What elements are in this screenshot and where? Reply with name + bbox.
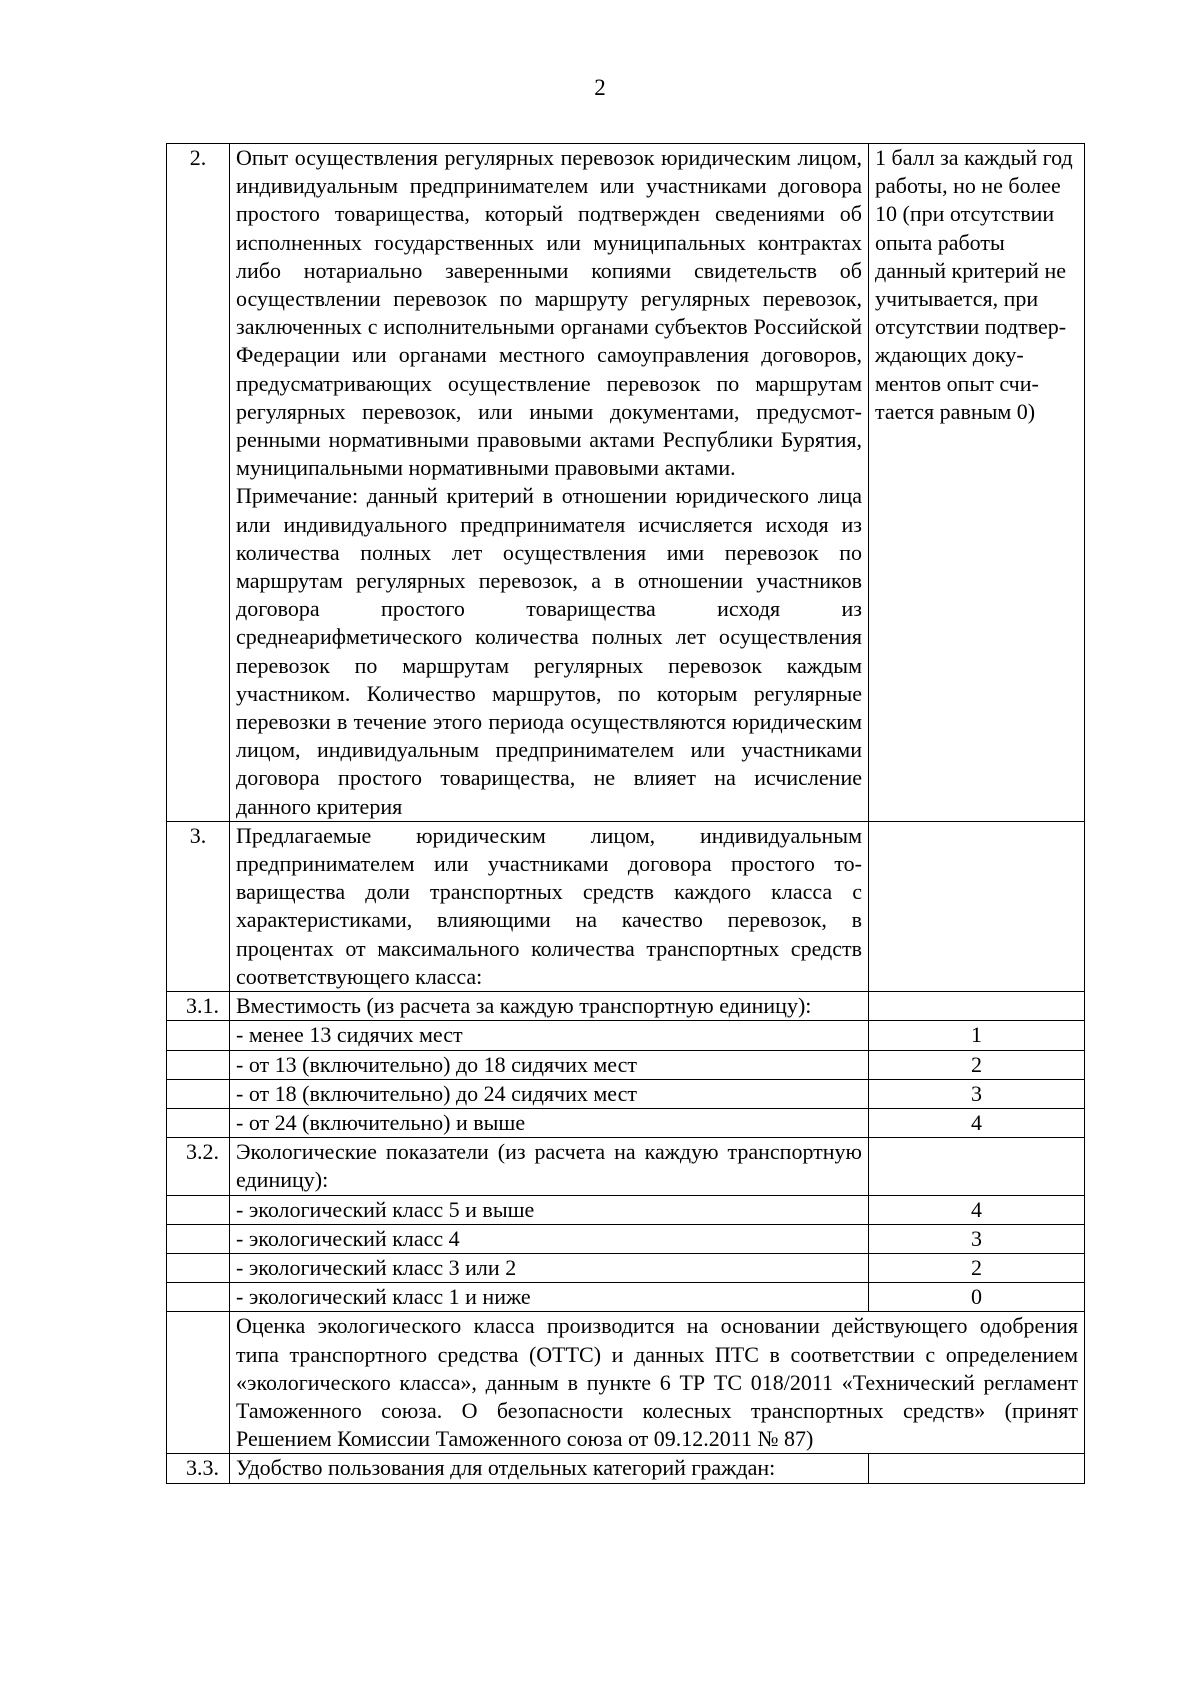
table-row [167, 1224, 1085, 1253]
option-label: - экологический класс 1 и ниже [230, 1283, 869, 1312]
option-label: - менее 13 сидячих мест [230, 1021, 869, 1050]
option-value: 4 [869, 1195, 1085, 1224]
row-number: 3. [167, 821, 230, 991]
empty-cell [167, 1283, 230, 1312]
table-row [167, 1050, 1085, 1079]
table-row [167, 821, 1085, 991]
option-value: 1 [869, 1021, 1085, 1050]
table-row [167, 1283, 1085, 1312]
option-value: 4 [869, 1108, 1085, 1137]
criterion-points [869, 1138, 1085, 1195]
criterion-points [869, 821, 1085, 991]
empty-cell [167, 1253, 230, 1282]
empty-cell [167, 1195, 230, 1224]
row-number: 3.3. [167, 1454, 230, 1483]
eco-class-note: Оценка экологического класса производится на основании действующего одобрения типа транспортного средства (ОТТС) и данных ПТС в соответствии с определением «экологического класса», данным в пункте 6 ТР ТС 018/2011 «Технический регламент Таможенного союза. О безопасности колесных транспортных средств» (принят Решением Комиссии Таможенного союза от 09.12.2011 № 87) [230, 1312, 1085, 1454]
option-value: 2 [869, 1050, 1085, 1079]
criterion-note: Примечание: данный критерий в отношении юридического лица или индивидуального предпринимателя исчисляется исходя из количества полных лет осуществления ими перевозок по маршрутам регулярных перевозок, а в отношении участников договора простого товарищества исходя из среднеарифметического количества полных лет осуществления перевозок по маршрутам регулярных перевозок каждым участником. Количество маршрутов, по которым регулярные перевозки в течение этого периода осуществляются юридическим лицом, индивидуальным предпринимателем или участниками договора простого товарищества, не влияет на исчисление данного критерия [236, 483, 862, 819]
empty-cell [167, 1108, 230, 1137]
criterion-points: 1 балл за каждый год работы, но не более 10 (при отсутствии опыта работы данный критерий не учитывается, при отсутствии подтверждающих документов опыт считается равным 0) [869, 144, 1085, 822]
empty-cell [167, 1021, 230, 1050]
criterion-points [869, 992, 1085, 1021]
option-label: - от 13 (включительно) до 18 сидячих мест [230, 1050, 869, 1079]
criterion-description: Опыт осуществления регулярных перевозок юридическим лицом, индивидуальным предпринимателем или участниками договора простого товарищества, который подтвержден сведениями об исполненных государственных или муниципальных контрактах либо нотариально заверенными копиями свидетельств об осуществлении перевозок по маршруту регулярных перевозок, заключенных с исполнительными органами субъектов Российской Федерации или органами местного самоуправления договоров, предусматривающих осуществление перевозок по маршрутам регулярных перевозок, или иными документами, предусмотренными нормативными правовыми актами Республики Бурятия, муниципальными нормативными правовыми актами. [236, 145, 862, 481]
criterion-text: Вместимость (из расчета за каждую транспортную единицу): [230, 992, 869, 1021]
page-number: 2 [594, 75, 606, 100]
table-row [167, 1253, 1085, 1282]
row-number: 2. [167, 144, 230, 822]
table-row [167, 992, 1085, 1021]
criterion-text [230, 144, 869, 822]
option-value: 3 [869, 1224, 1085, 1253]
criteria-table [166, 143, 1085, 1484]
criterion-points [869, 1454, 1085, 1483]
criterion-text: Предлагаемые юридическим лицом, индивидуальным предпринимателем или участниками договора простого товарищества доли транспортных средств каждого класса с характеристиками, влияющими на качество перевозок, в процентах от максимального количества транспортных средств соответствующего класса: [230, 821, 869, 991]
table-row [167, 1195, 1085, 1224]
table-row [167, 144, 1085, 822]
table-row [167, 1138, 1085, 1195]
empty-cell [167, 1050, 230, 1079]
table-row [167, 1079, 1085, 1108]
table-row [167, 1108, 1085, 1137]
table-row [167, 1312, 1085, 1454]
criterion-text: Удобство пользования для отдельных категорий граждан: [230, 1454, 869, 1483]
option-label: - экологический класс 5 и выше [230, 1195, 869, 1224]
option-label: - от 24 (включительно) и выше [230, 1108, 869, 1137]
row-number: 3.1. [167, 992, 230, 1021]
empty-cell [167, 1312, 230, 1454]
table-row [167, 1454, 1085, 1483]
option-label: - от 18 (включительно) до 24 сидячих мест [230, 1079, 869, 1108]
option-value: 3 [869, 1079, 1085, 1108]
criterion-text: Экологические показатели (из расчета на каждую транспортную единицу): [230, 1138, 869, 1195]
row-number: 3.2. [167, 1138, 230, 1195]
option-value: 2 [869, 1253, 1085, 1282]
option-label: - экологический класс 4 [230, 1224, 869, 1253]
table-row [167, 1021, 1085, 1050]
empty-cell [167, 1224, 230, 1253]
empty-cell [167, 1079, 230, 1108]
option-label: - экологический класс 3 или 2 [230, 1253, 869, 1282]
option-value: 0 [869, 1283, 1085, 1312]
